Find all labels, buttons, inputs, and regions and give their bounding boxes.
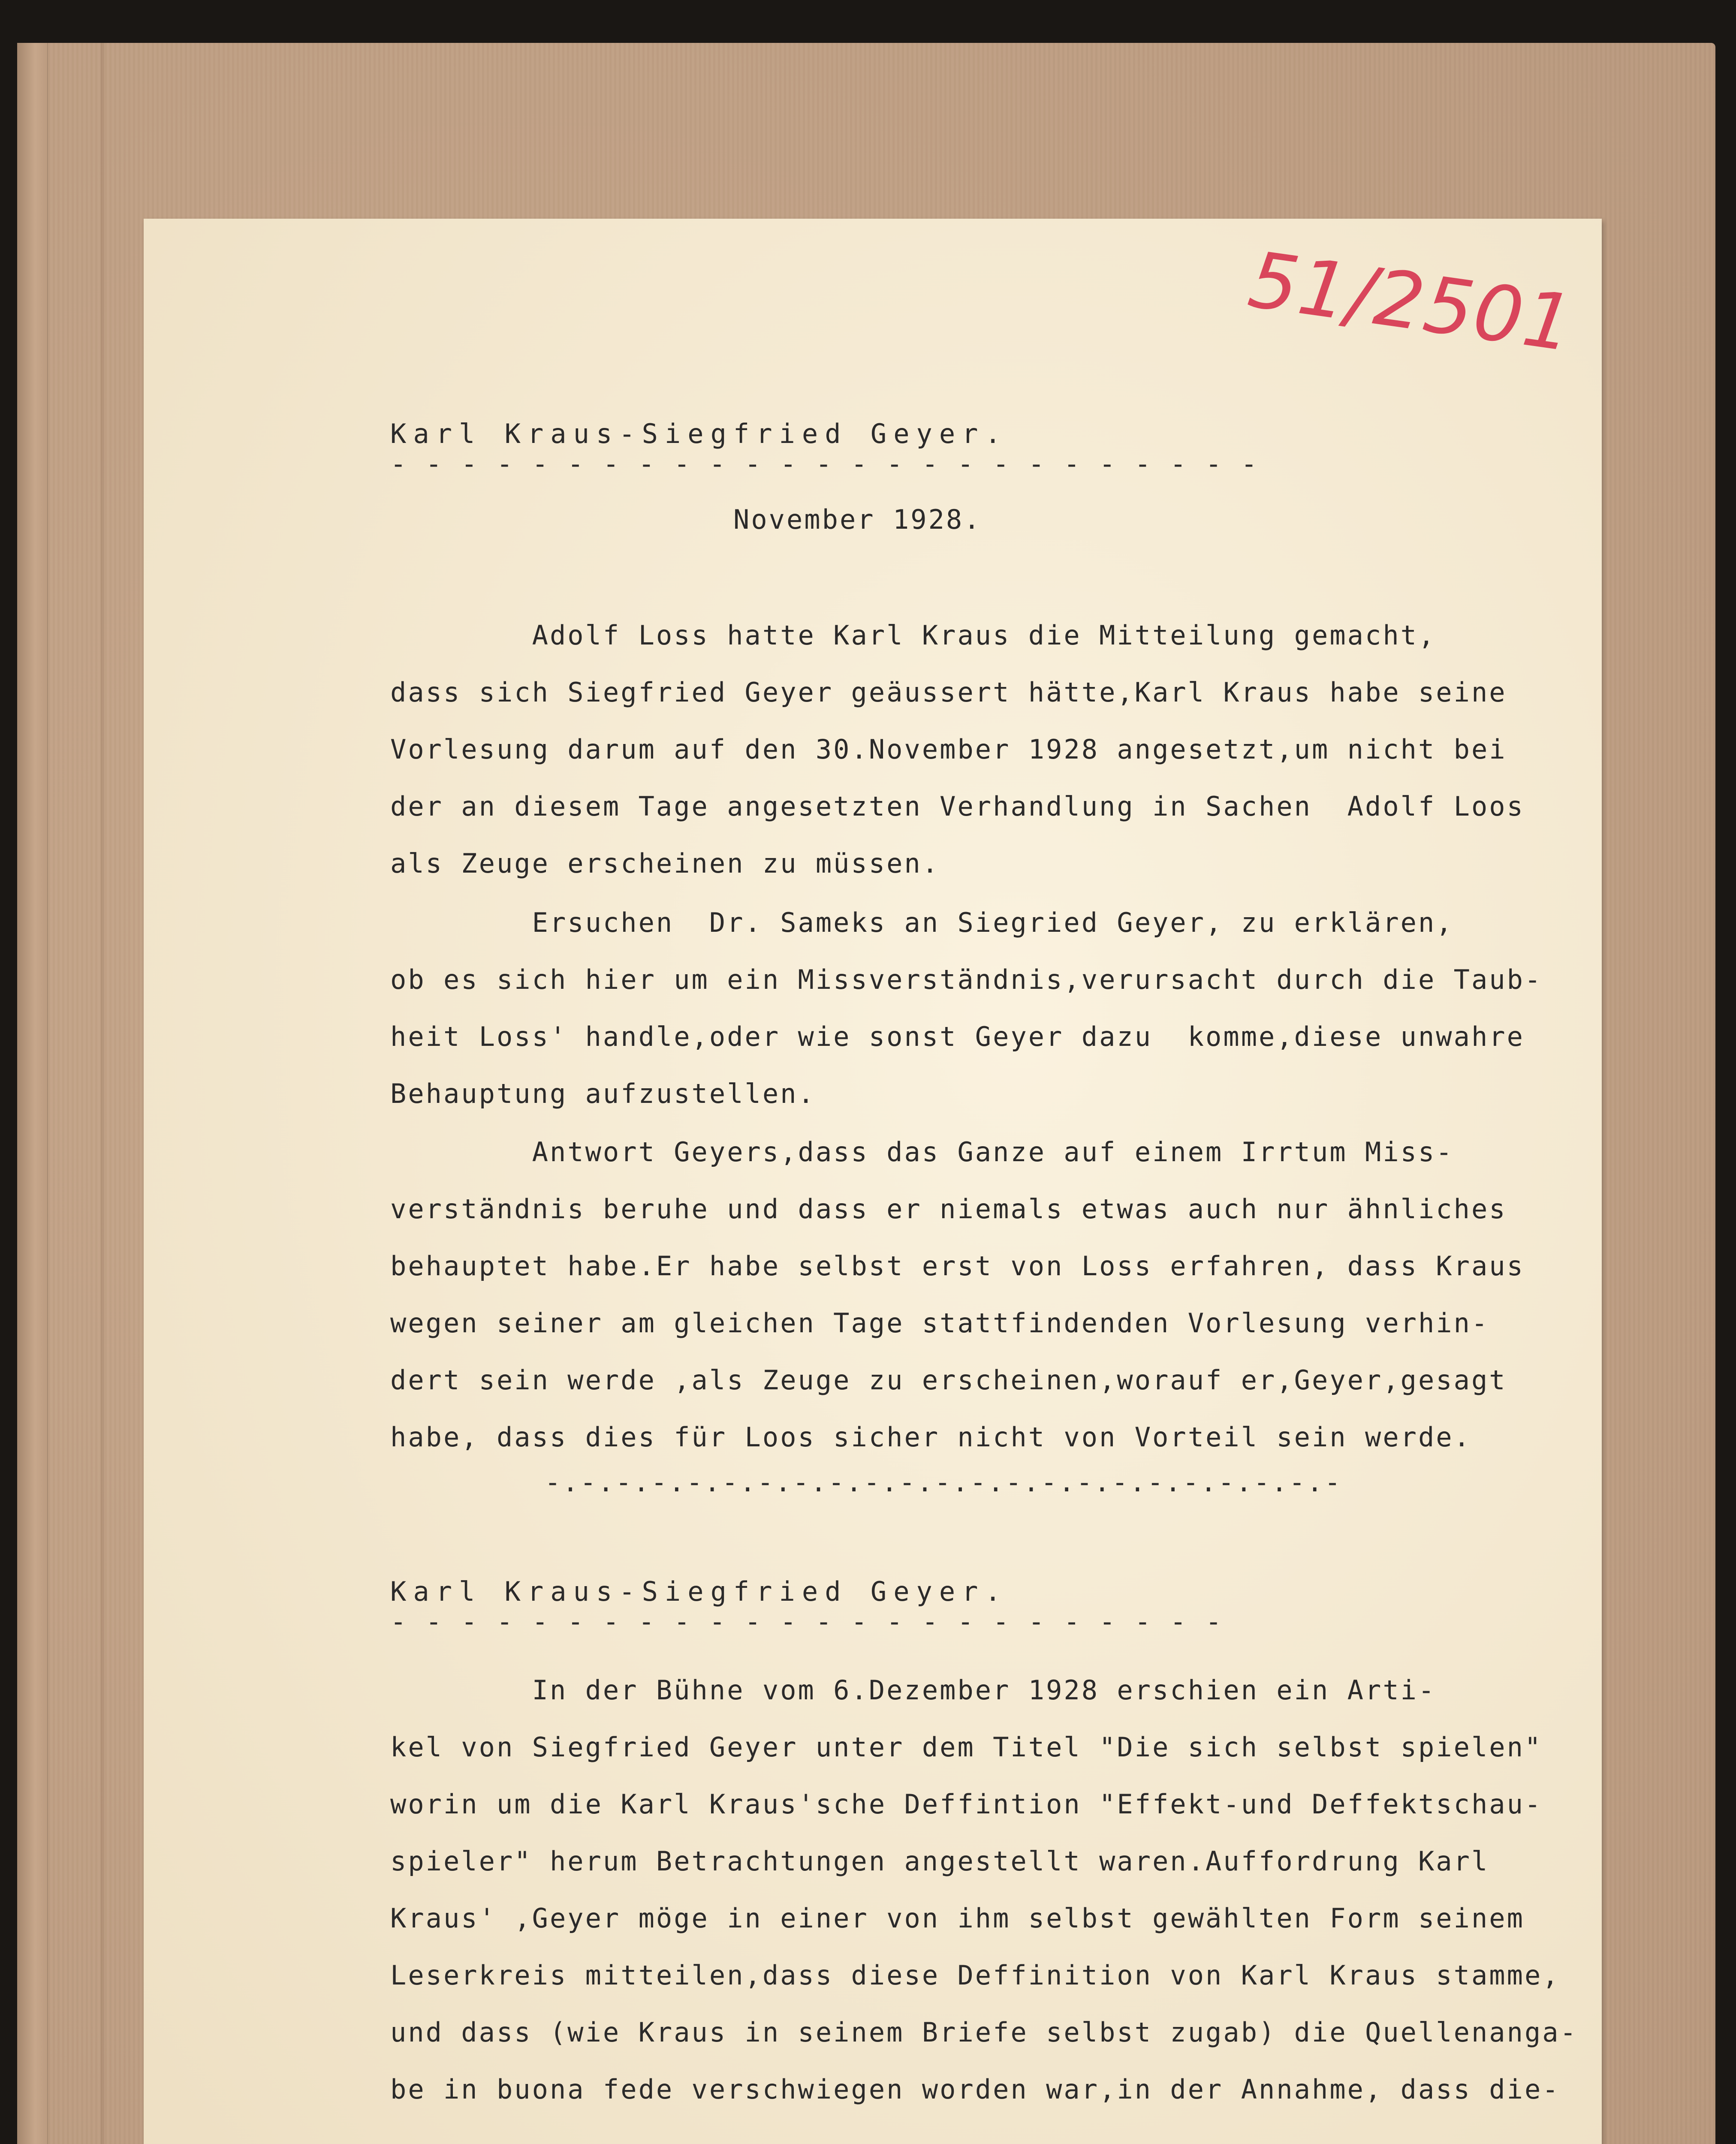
section1-paragraph-1: Adolf Loss hatte Karl Kraus die Mitteilung gemacht, dass sich Siegfried Geyer geäussert hätte,Karl Kraus habe seine Vorlesung darum auf den 30.November 1928 angesetzt,um nicht bei der an diesem Tage angesetzten Verhandlung in Sachen Adolf Loos als Zeuge erscheinen zu müssen. xyxy=(390,620,1525,879)
section2-heading-rule: - - - - - - - - - - - - - - - - - - - - - - - - xyxy=(390,1606,1224,1637)
section1-separator: -.-.-.-.-.-.-.-.-.-.-.-.-.-.-.-.-.-.-.-.-.-.- xyxy=(545,1466,1342,1498)
section1-paragraph-3: Antwort Geyers,dass das Ganze auf einem Irrtum Miss- verständnis beruhe und dass er niemals etwas auch nur ähnliches behauptet habe.Er habe selbst erst von Loss erfahren, dass Kraus wegen seiner am gleichen Tage stattfindenden Vorlesung verhin- dert sein werde ,als Zeuge zu erscheinen,worauf er,Geyer,gesagt habe, dass dies für Loos sicher nicht von Vorteil sein werde. xyxy=(390,1136,1525,1453)
section1-heading: Karl Kraus-Siegfried Geyer. xyxy=(390,418,1008,449)
folder-spine xyxy=(17,43,48,2144)
section1-paragraph-2: Ersuchen Dr. Sameks an Siegried Geyer, zu erklären, ob es sich hier um ein Missverständnis,verursacht durch die Taub- heit Loss' handle,oder wie sonst Geyer dazu komme,diese unwahre Behauptung aufzustellen. xyxy=(390,907,1543,1109)
section2-heading: Karl Kraus-Siegfried Geyer. xyxy=(390,1576,1008,1607)
section2-paragraph-1: In der Bühne vom 6.Dezember 1928 erschien ein Arti- kel von Siegfried Geyer unter dem Titel "Die sich selbst spielen" worin um die Karl Kraus'sche Deffintion "Effekt-und Deffektschau- spieler" herum Betrachtungen angestellt waren.Auffordrung Karl Kraus' ,Geyer möge in einer von ihm selbst gewählten Form seinem Leserkreis mitteilen,dass diese Deffinition von Karl Kraus stamme, und dass (wie Kraus in seinem Briefe selbst zugab) die Quellenanga- be in buona fede verschwiegen worden war,in der Annahme, dass die- xyxy=(390,1674,1578,2105)
folder-fold-line xyxy=(101,43,104,2144)
archive-number-handwritten: 51/2501 xyxy=(1243,235,1579,369)
section1-date: November 1928. xyxy=(733,504,982,535)
section1-heading-rule: - - - - - - - - - - - - - - - - - - - - - - - - - xyxy=(390,448,1259,479)
